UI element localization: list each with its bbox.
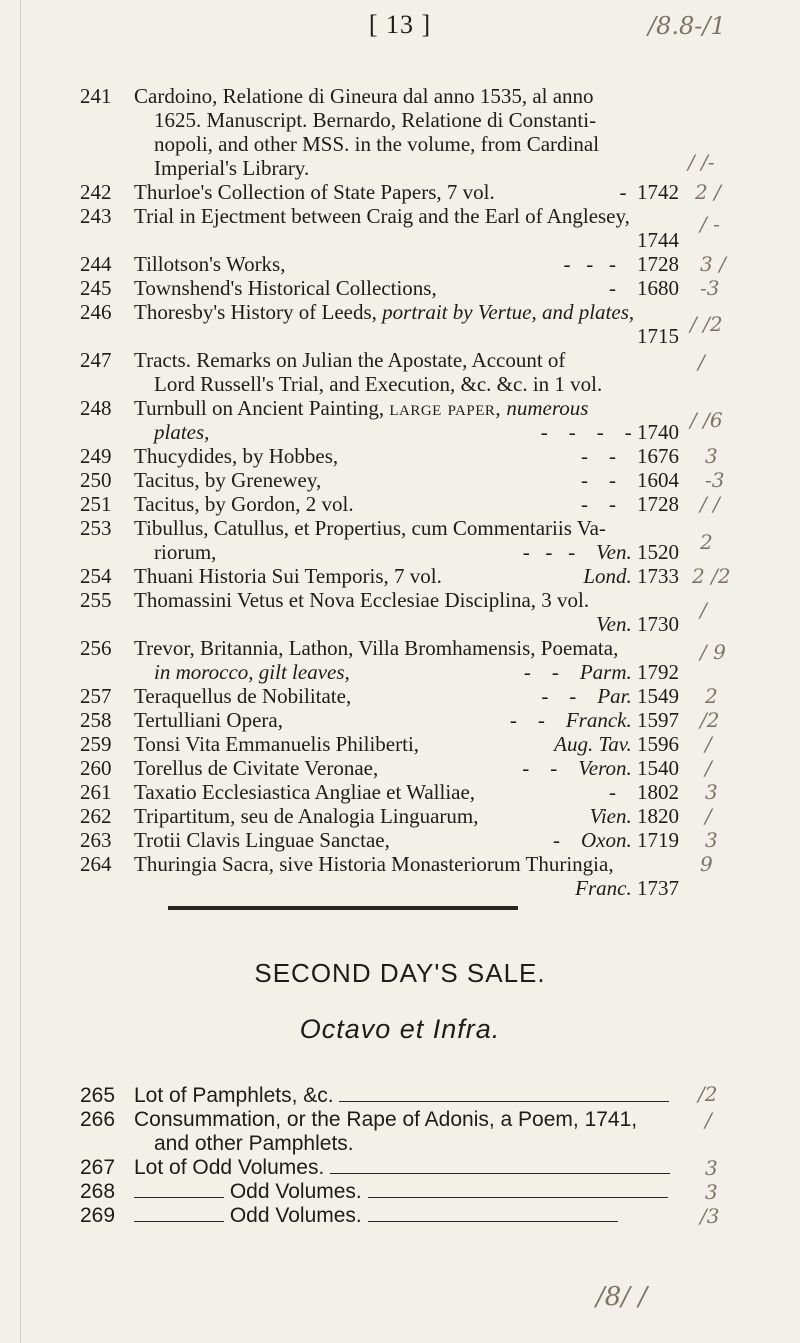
catalogue-page: [ 13 ] /8.8-/1 241 Cardoino, Relatione di Gineura dal anno 1535, al anno 1625. Manuscript. Bernardo, Relatione di Constanti- nopoli, and other MSS. in the volume, from Cardinal Imperial's Library. / /- 242 Thurloe's Collection of State Papers, 7 vol. - 1742 2 / 243 Trial in Ejectment between Craig and the Earl of Anglesey, 1744 / - 244 Tillotson's Works, - - - 1728 3 / 245 Townshend's Historical Collections, - 1680 -3 246 Thoresby's History of Leeds, portrait by Vertue, and plates, 1715 / /2 247 Tracts. Remarks on Julian the Apostate, Account of Lord Russell's Trial, and Execution, &c. &c. in 1 vol. / 248 Turnbull on Ancient Painting, large paper, numerous plates, - - - - 1740 / /6 249 Thucydides, by Hobbes, - - 1676 3 250 Tacitus, by Grenewey, - - 1604 -3 251 Tacitus, by Gordon, 2 vol. - - 1728 / / 253 Tibullus, Catullus, et Propertius, cum Commentariis Va- riorum, - - - Ven. 1520 2 254 Thuani Historia Sui Temporis, 7 vol. Lond. 1733 2 /2 255 Thomassini Vetus et Nova Ecclesiae Disciplina, 3 vol. Ven. 1730 / 256 Trevor, Britannia, Lathon, Villa Bromhamensis, Poemata, in morocco, gilt leaves, - - Parm. 1792 / 9 257 Teraquellus de Nobilitate, - - Par. 1549 2 258 Tertulliani Opera, - - Franck. 1597 /2 259 Tonsi Vita Emmanuelis Philiberti, Aug. Tav. 1596 / 260 Torellus de Civitate Veronae, - - Veron. 1540 / 261 Taxatio Ecclesiastica Angliae et Walliae, - 1802 3 262 Tripartitum, seu de Analogia Linguarum, Vien. 1820 / 263 Trotii Clavis Linguae Sanctae, - Oxon. 1719 3 264 Thuringia Sacra, sive Historia Monasteriorum Thuringia, Franc. 1737 9 SECOND DAY'S SALE. Octavo et Infra. 265 Lot of Pamphlets, &c. /2 266 Consummation, or the Rape of Adonis, a Poem, 1741, and other Pamphlets. / 267 Lot of Odd Volumes. 3 268 Odd Volumes. 3 269 Odd Volumes. /3 /8/ / — [0, 0, 800, 1343]
handwritten-price: /2 — [698, 1082, 718, 1106]
handwritten-price: -3 — [700, 276, 720, 300]
page-number: [ 13 ] — [368, 10, 432, 39]
handwritten-price: 3 — [705, 444, 718, 468]
handwritten-price: / — [705, 732, 712, 756]
handwritten-price: / — [698, 350, 705, 374]
handwritten-price: 3 — [705, 1156, 718, 1180]
handwritten-price: 9 — [700, 852, 713, 876]
section-heading: SECOND DAY'S SALE. — [254, 958, 546, 988]
handwritten-price: 3 — [705, 828, 718, 852]
handwritten-price: / /- — [688, 150, 715, 174]
handwritten-price: / 9 — [700, 640, 726, 664]
handwritten-price: 3 / — [700, 252, 726, 276]
handwritten-price: / - — [700, 212, 720, 236]
handwritten-price: / — [705, 804, 712, 828]
handwritten-price: / — [705, 1108, 712, 1132]
handwritten-page-note: /8.8-/1 — [648, 12, 726, 40]
handwritten-price: 2 /2 — [692, 564, 731, 588]
handwritten-price: -3 — [705, 468, 725, 492]
handwritten-price: / /2 — [690, 312, 723, 336]
handwritten-total: /8/ / — [596, 1282, 648, 1312]
handwritten-price: 2 — [705, 684, 718, 708]
handwritten-price: 2 / — [695, 180, 721, 204]
handwritten-price: 3 — [705, 1180, 718, 1204]
handwritten-price: / — [705, 756, 712, 780]
handwritten-price: 2 — [700, 530, 713, 554]
handwritten-price: / / — [700, 492, 720, 516]
handwritten-price: / /6 — [690, 408, 723, 432]
section-subheading: Octavo et Infra. — [299, 1014, 501, 1044]
section-divider — [168, 906, 518, 910]
handwritten-price: 3 — [705, 780, 718, 804]
handwritten-price: / — [700, 598, 707, 622]
page-edge-shadow — [20, 0, 21, 1343]
handwritten-price: /3 — [700, 1204, 720, 1228]
handwritten-price: /2 — [700, 708, 720, 732]
